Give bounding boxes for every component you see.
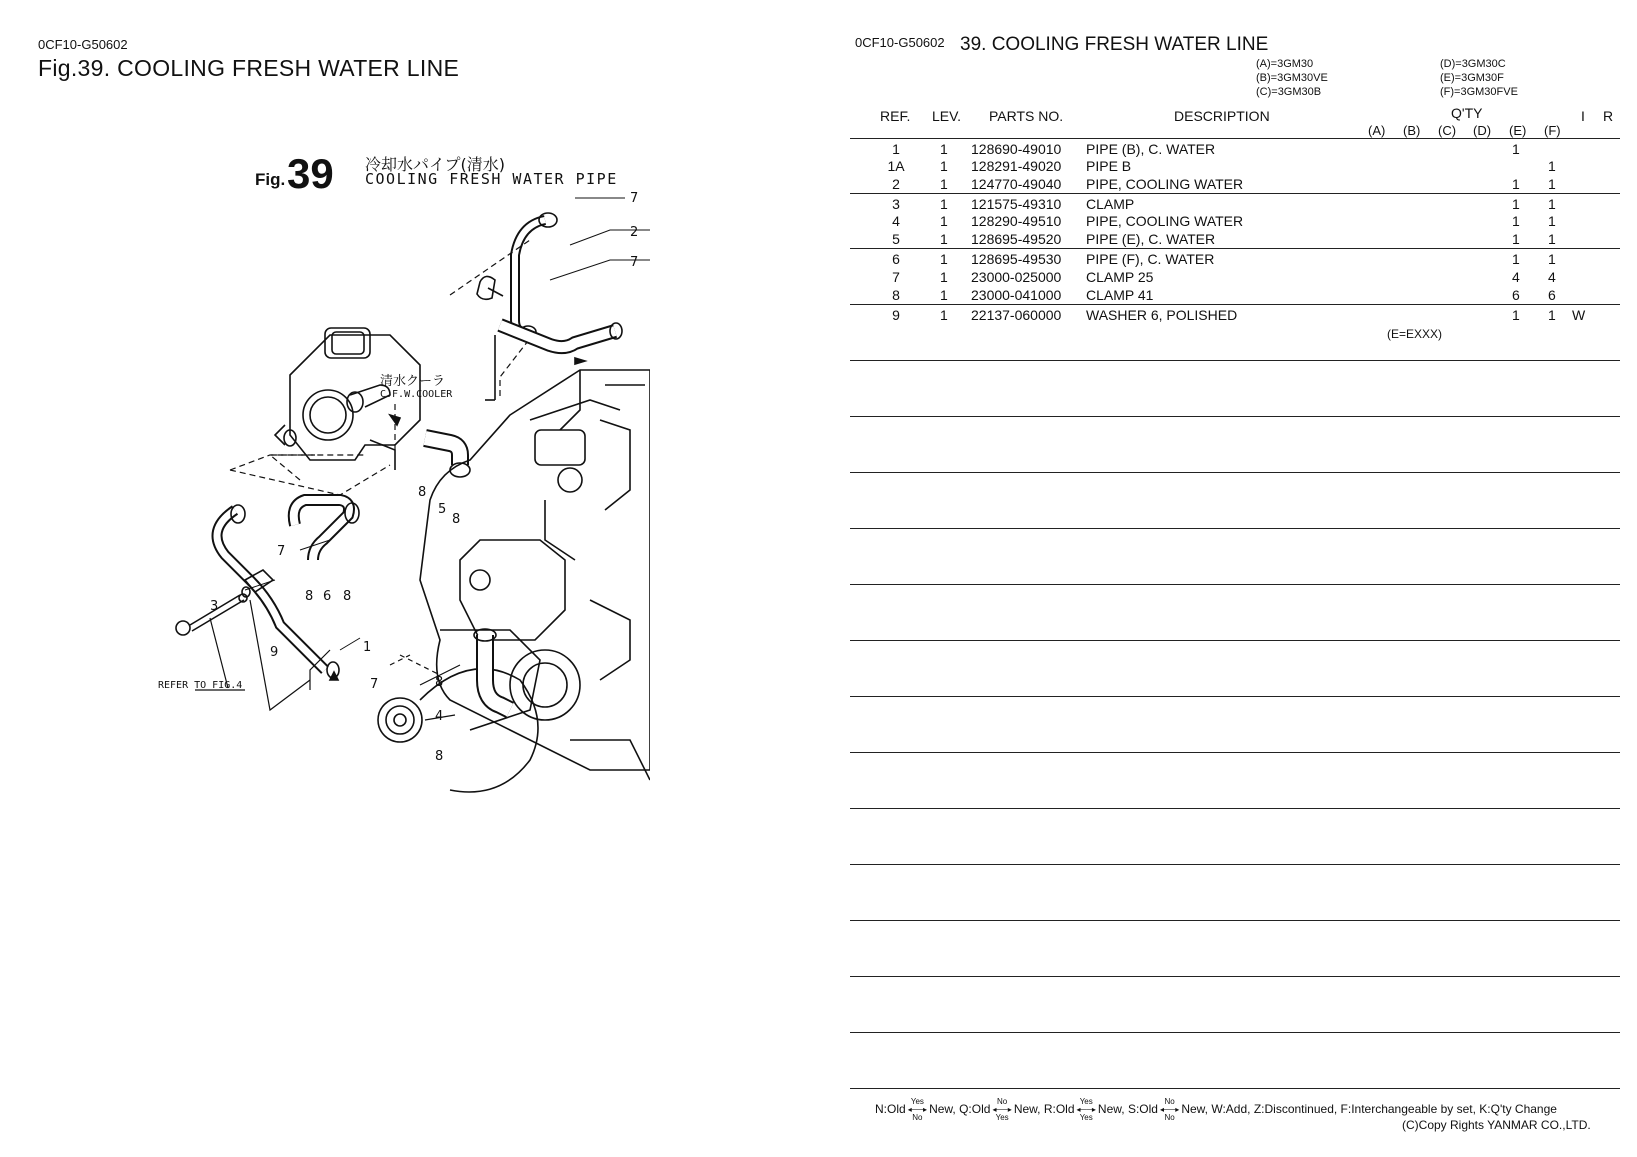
row-7-ref: 7 [892,269,900,285]
row-6-parts-no: 128695-49530 [971,251,1062,267]
header-qty: Q'TY [1451,105,1483,121]
header-qty-a: (A) [1368,123,1386,138]
row-3-qty-f: 1 [1548,196,1556,212]
legend-s-arrow: No ◂──▸ No [1159,1097,1180,1122]
row-1-qty-e: 1 [1512,141,1520,157]
row-1-ref: 1 [892,141,900,157]
pipe-5-drawing [425,438,470,477]
legend-s-top: No [1164,1097,1175,1106]
left-page-title: Fig.39. COOLING FRESH WATER LINE [38,55,460,81]
legend-rest: W:Add, Z:Discontinued, F:Interchangeable by set, K:Q'ty Change [1211,1102,1557,1117]
header-qty-f: (F) [1544,123,1561,138]
pipe-2-drawing [515,213,557,338]
header-qty-c: (C) [1438,123,1457,138]
callout-7d: 7 [370,677,379,692]
fig-number: 39 [287,150,334,197]
empty-rule [850,1032,1620,1033]
row-8-qty-e: 6 [1512,287,1520,303]
model-note: (E=EXXX) [1387,327,1443,341]
legend-q-bottom: Yes [995,1113,1009,1122]
row-5-qty-e: 1 [1512,231,1520,247]
empty-rule [850,864,1620,865]
right-doc-code: 0CF10-G50602 [855,35,945,50]
row-1a-qty-f: 1 [1548,158,1556,174]
exploded-parts-diagram [150,180,650,820]
callout-4: 4 [435,709,444,724]
row-9-qty-f: 1 [1548,307,1556,323]
callout-7b: 7 [630,255,639,270]
callout-2: 2 [630,225,639,240]
group-rule-2 [850,248,1620,249]
row-9-i: W [1572,307,1586,323]
callout-6: 6 [323,589,332,604]
empty-rule [850,640,1620,641]
empty-rule [850,1088,1620,1089]
fig-title-jp: 冷却水パイプ(清水) [365,155,506,174]
row-8-parts-no: 23000-041000 [971,287,1062,303]
legend-r-bottom: Yes [1079,1113,1093,1122]
pipe-5-outlet-drawing [485,323,622,400]
row-5-qty-f: 1 [1548,231,1556,247]
row-7-qty-f: 4 [1548,269,1556,285]
cooler-label-en: C.F.W.COOLER [380,389,453,400]
legend-n-top: Yes [910,1097,924,1106]
header-qty-e: (E) [1509,123,1527,138]
row-4-lev: 1 [940,213,948,229]
copyright: (C)Copy Rights YANMAR CO.,LTD. [1402,1118,1591,1132]
header-r: R [1603,108,1614,124]
row-9-lev: 1 [940,307,948,323]
row-8-ref: 8 [892,287,900,303]
header-rule [850,138,1620,139]
empty-rule [850,584,1620,585]
legend-n-old: N:Old [875,1102,906,1117]
empty-rule [850,416,1620,417]
row-3-description: CLAMP [1086,196,1135,212]
legend-q-top: No [997,1097,1008,1106]
group-rule-3 [850,304,1620,305]
legend-n-bottom: No [912,1113,923,1122]
fig-title-en: COOLING FRESH WATER PIPE [365,170,618,188]
empty-rule [850,976,1620,977]
header-parts-no: PARTS NO. [989,108,1064,124]
legend-n-arrow: Yes ◂──▸ No [907,1097,928,1122]
model-a: (A)=3GM30 [1256,58,1314,70]
callout-1: 1 [363,640,372,655]
row-2-ref: 2 [892,176,900,192]
row-4-qty-e: 1 [1512,213,1520,229]
header-qty-b: (B) [1403,123,1421,138]
row-7-description: CLAMP 25 [1086,269,1154,285]
row-1a-parts-no: 128291-49020 [971,158,1062,174]
refer-to-fig-note: REFER TO FIG.4 [158,680,243,691]
row-4-description: PIPE, COOLING WATER [1086,213,1244,229]
empty-rule [850,360,1620,361]
row-5-ref: 5 [892,231,900,247]
row-6-lev: 1 [940,251,948,267]
row-3-ref: 3 [892,196,900,212]
row-4-ref: 4 [892,213,900,229]
legend-s-new: New, [1181,1102,1209,1117]
row-3-lev: 1 [940,196,948,212]
model-f: (F)=3GM30FVE [1440,86,1518,98]
header-ref: REF. [880,108,911,124]
row-9-ref: 9 [892,307,900,323]
callout-8a: 8 [418,485,427,500]
row-5-description: PIPE (E), C. WATER [1086,231,1216,247]
model-b: (B)=3GM30VE [1256,72,1328,84]
model-e: (E)=3GM30F [1440,72,1504,84]
legend-q-arrow: No ◂──▸ Yes [992,1097,1012,1122]
callout-8b: 8 [452,512,461,527]
elbow-fitting-drawing [477,276,503,299]
fig-prefix: Fig. [255,170,286,189]
row-1-description: PIPE (B), C. WATER [1086,141,1216,157]
callout-7a: 7 [630,191,639,206]
callout-3: 3 [210,599,219,614]
row-3-qty-e: 1 [1512,196,1520,212]
model-c: (C)=3GM30B [1256,86,1322,98]
legend-s-old: S:Old [1127,1102,1158,1117]
row-7-parts-no: 23000-025000 [971,269,1062,285]
header-lev: LEV. [932,108,962,124]
callout-8d: 8 [343,589,352,604]
empty-rule [850,920,1620,921]
row-2-lev: 1 [940,176,948,192]
callout-7c: 7 [277,544,286,559]
row-1a-description: PIPE B [1086,158,1132,174]
row-9-parts-no: 22137-060000 [971,307,1062,323]
legend-r-top: Yes [1079,1097,1093,1106]
row-1a-ref: 1A [887,158,905,174]
row-2-qty-e: 1 [1512,176,1520,192]
row-2-qty-f: 1 [1548,176,1556,192]
model-d: (D)=3GM30C [1440,58,1506,70]
row-6-description: PIPE (F), C. WATER [1086,251,1215,267]
row-5-lev: 1 [940,231,948,247]
row-9-qty-e: 1 [1512,307,1520,323]
legend-n-new: New, [929,1102,956,1117]
row-1a-lev: 1 [940,158,948,174]
callout-9: 9 [270,645,279,660]
row-3-parts-no: 121575-49310 [971,196,1062,212]
row-6-qty-f: 1 [1548,251,1556,267]
header-qty-d: (D) [1473,123,1492,138]
row-9-description: WASHER 6, POLISHED [1086,307,1238,323]
empty-rule [850,528,1620,529]
cooler-label-jp: 清水クーラ [380,374,446,389]
row-4-parts-no: 128290-49510 [971,213,1062,229]
pipe-6-drawing [294,500,359,560]
callout-8c: 8 [305,589,314,604]
row-2-parts-no: 124770-49040 [971,176,1062,192]
row-8-lev: 1 [940,287,948,303]
row-6-qty-e: 1 [1512,251,1520,267]
row-1-lev: 1 [940,141,948,157]
left-doc-code: 0CF10-G50602 [38,37,128,52]
group-rule-1 [850,193,1620,194]
legend-r-new: New, [1097,1102,1125,1117]
legend-s-bottom: No [1164,1113,1175,1122]
row-7-lev: 1 [940,269,948,285]
row-6-ref: 6 [892,251,900,267]
header-i: I [1581,108,1585,124]
empty-rule [850,472,1620,473]
row-2-description: PIPE, COOLING WATER [1086,176,1244,192]
empty-rule [850,752,1620,753]
row-5-parts-no: 128695-49520 [971,231,1062,247]
row-7-qty-e: 4 [1512,269,1520,285]
empty-rule [850,696,1620,697]
empty-rule [850,808,1620,809]
row-8-description: CLAMP 41 [1086,287,1154,303]
legend-q-new: New, [1013,1102,1041,1117]
row-8-qty-f: 6 [1548,287,1556,303]
engine-block-drawing [378,370,650,792]
callout-5: 5 [438,502,447,517]
header-description: DESCRIPTION [1174,108,1270,124]
row-4-qty-f: 1 [1548,213,1556,229]
callout-8f: 8 [435,749,444,764]
legend-r-old: R:Old [1043,1102,1075,1117]
pipe-4-drawing [474,629,510,710]
right-page-title: 39. COOLING FRESH WATER LINE [960,34,1269,55]
legend-q-old: Q:Old [959,1102,991,1117]
callout-8e: 8 [435,675,444,690]
row-1-parts-no: 128690-49010 [971,141,1062,157]
legend-r-arrow: Yes ◂──▸ Yes [1076,1097,1096,1122]
